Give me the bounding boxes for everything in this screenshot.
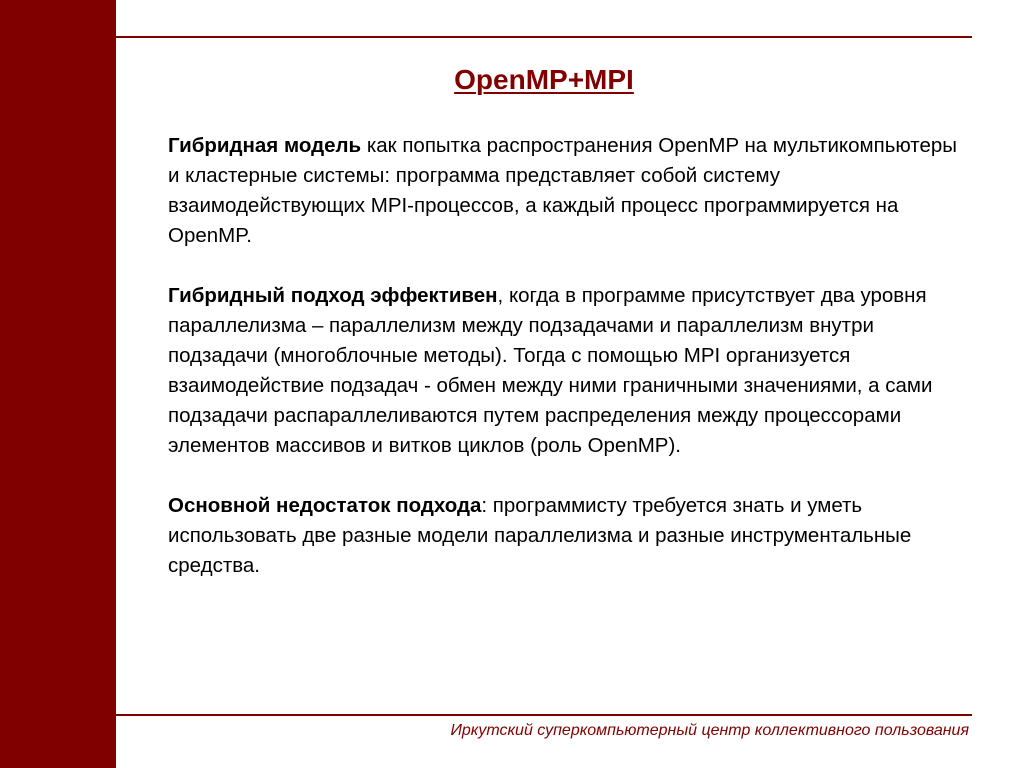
paragraph-main-drawback	[168, 491, 968, 581]
slide-title: OpenMP+MPI	[454, 64, 634, 95]
paragraph-text: : программисту требуется знать и уметь использовать две разные модели параллелизма и разные инструментальные средства.	[168, 494, 912, 577]
top-divider	[53, 36, 972, 38]
bottom-divider	[53, 714, 972, 716]
paragraph-hybrid-model	[168, 131, 968, 251]
paragraph-bold-lead: Основной недостаток подхода	[168, 494, 482, 517]
paragraph-text: как попытка распространения OpenMP на мультикомпьютеры и кластерные системы: программа представляет собой систему взаимодействующих MPI-процессов, а каждый процесс программируется на OpenMP.	[168, 134, 957, 247]
paragraph-hybrid-approach	[168, 281, 968, 461]
paragraph-text: , когда в программе присутствует два уровня параллелизма – параллелизм между подзадачами и параллелизм внутри подзадачи (многоблочные методы). Тогда с помощью MPI организуется взаимодействие подзадач - обмен между ними граничными значениями, а сами подзадачи распараллеливаются путем распределения между процессорами элементов массивов и витков циклов (роль OpenMP).	[168, 284, 933, 457]
side-band	[0, 0, 116, 768]
paragraph-bold-lead: Гибридный подход эффективен	[168, 284, 498, 307]
footer-organization: Иркутский суперкомпьютерный центр коллективного пользования	[450, 722, 969, 739]
paragraph-bold-lead: Гибридная модель	[168, 134, 362, 157]
slide-body	[168, 131, 968, 611]
